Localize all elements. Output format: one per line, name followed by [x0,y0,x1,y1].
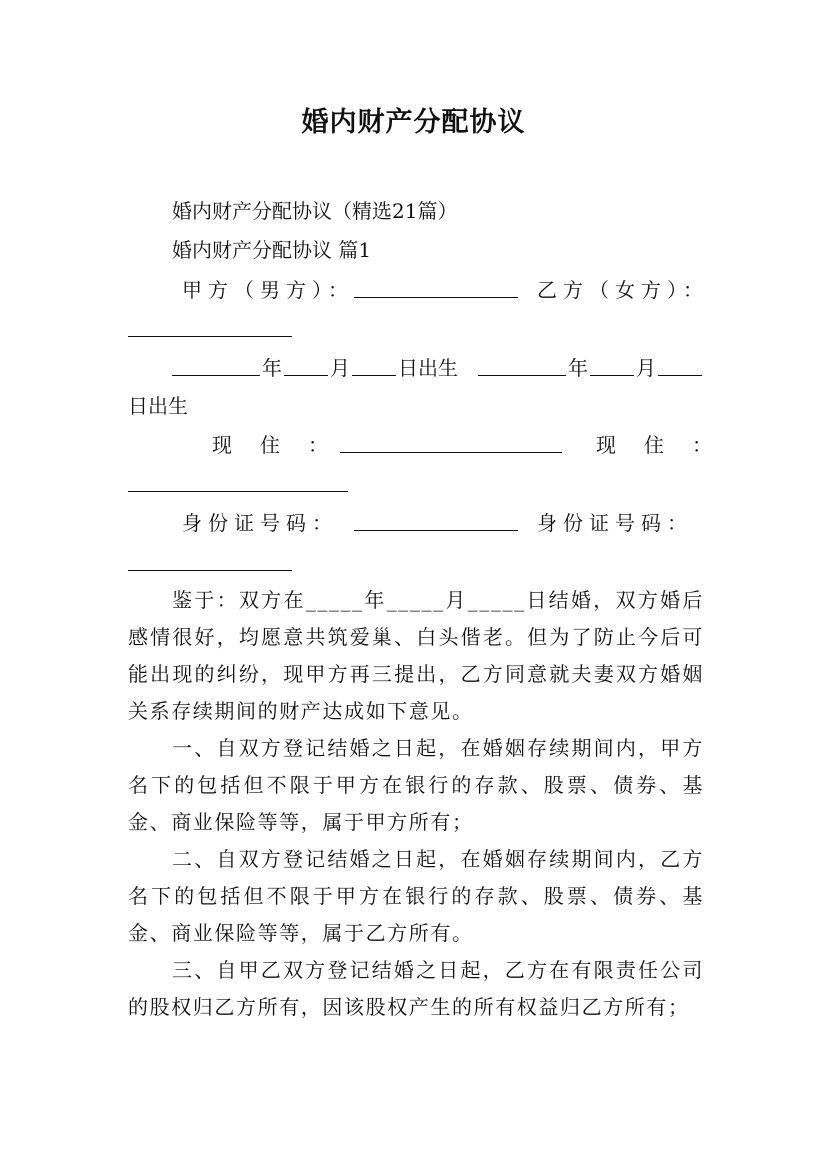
party-b-id-label: 身份证号码： [537,511,693,535]
party-a-id-blank [354,512,518,531]
party-b-birth-day-label: 日出生 [128,394,188,418]
party-b-birth-day-blank [658,357,702,376]
party-a-residence-label: 现住： [212,433,356,457]
party-a-label: 甲方（男方）： [182,278,354,302]
party-b-birth-year-blank [478,357,566,376]
party-b-blank [128,318,292,337]
party-b-birth-month-label: 月 [636,356,656,380]
document-title: 婚内财产分配协议 [301,107,526,138]
party-b-residence-blank [128,473,348,492]
paragraph-recital: 鉴于：双方在_____年_____月_____日结婚，双方婚后感情很好，均愿意共筑爱巢、白头偕老。但为了防止今后可能出现的纠纷，现甲方再三提出，乙方同意就夫妻双方婚姻关系存续期间的财产达成如下意见。 [128,588,704,723]
document-subtitle: 婚内财产分配协议（精选21篇） [172,199,458,223]
paragraph-clause-3: 三、自甲乙双方登记结婚之日起，乙方在有限责任公司的股权归乙方所有，因该股权产生的所有权益归乙方所有； [128,958,704,1019]
party-a-birth-year-label: 年 [262,356,282,380]
agreement-body [128,582,704,1026]
party-a-birth-month-label: 月 [330,356,350,380]
party-b-birth-year-label: 年 [568,356,588,380]
party-b-residence-label: 现住： [596,433,740,457]
party-b-label: 乙方（女方）： [537,278,709,302]
party-a-blank [354,279,518,298]
party-a-id-label: 身份证号码： [182,511,338,535]
party-a-birth-month-blank [284,357,328,376]
party-b-id-blank [128,552,292,571]
party-b-birth-month-blank [590,357,634,376]
party-a-birth-year-blank [172,357,260,376]
paragraph-clause-1: 一、自双方登记结婚之日起，在婚姻存续期间内，甲方名下的包括但不限于甲方在银行的存款、股票、债券、基金、商业保险等等，属于甲方所有； [128,736,704,834]
party-a-birth-day-blank [352,357,396,376]
section-heading: 婚内财产分配协议 篇1 [172,238,372,262]
party-a-residence-blank [340,434,562,453]
paragraph-clause-2: 二、自双方登记结婚之日起，在婚姻存续期间内，乙方名下的包括但不限于甲方在银行的存款、股票、债券、基金、商业保险等等，属于乙方所有。 [128,847,704,945]
party-a-birth-day-label: 日出生 [398,356,458,380]
